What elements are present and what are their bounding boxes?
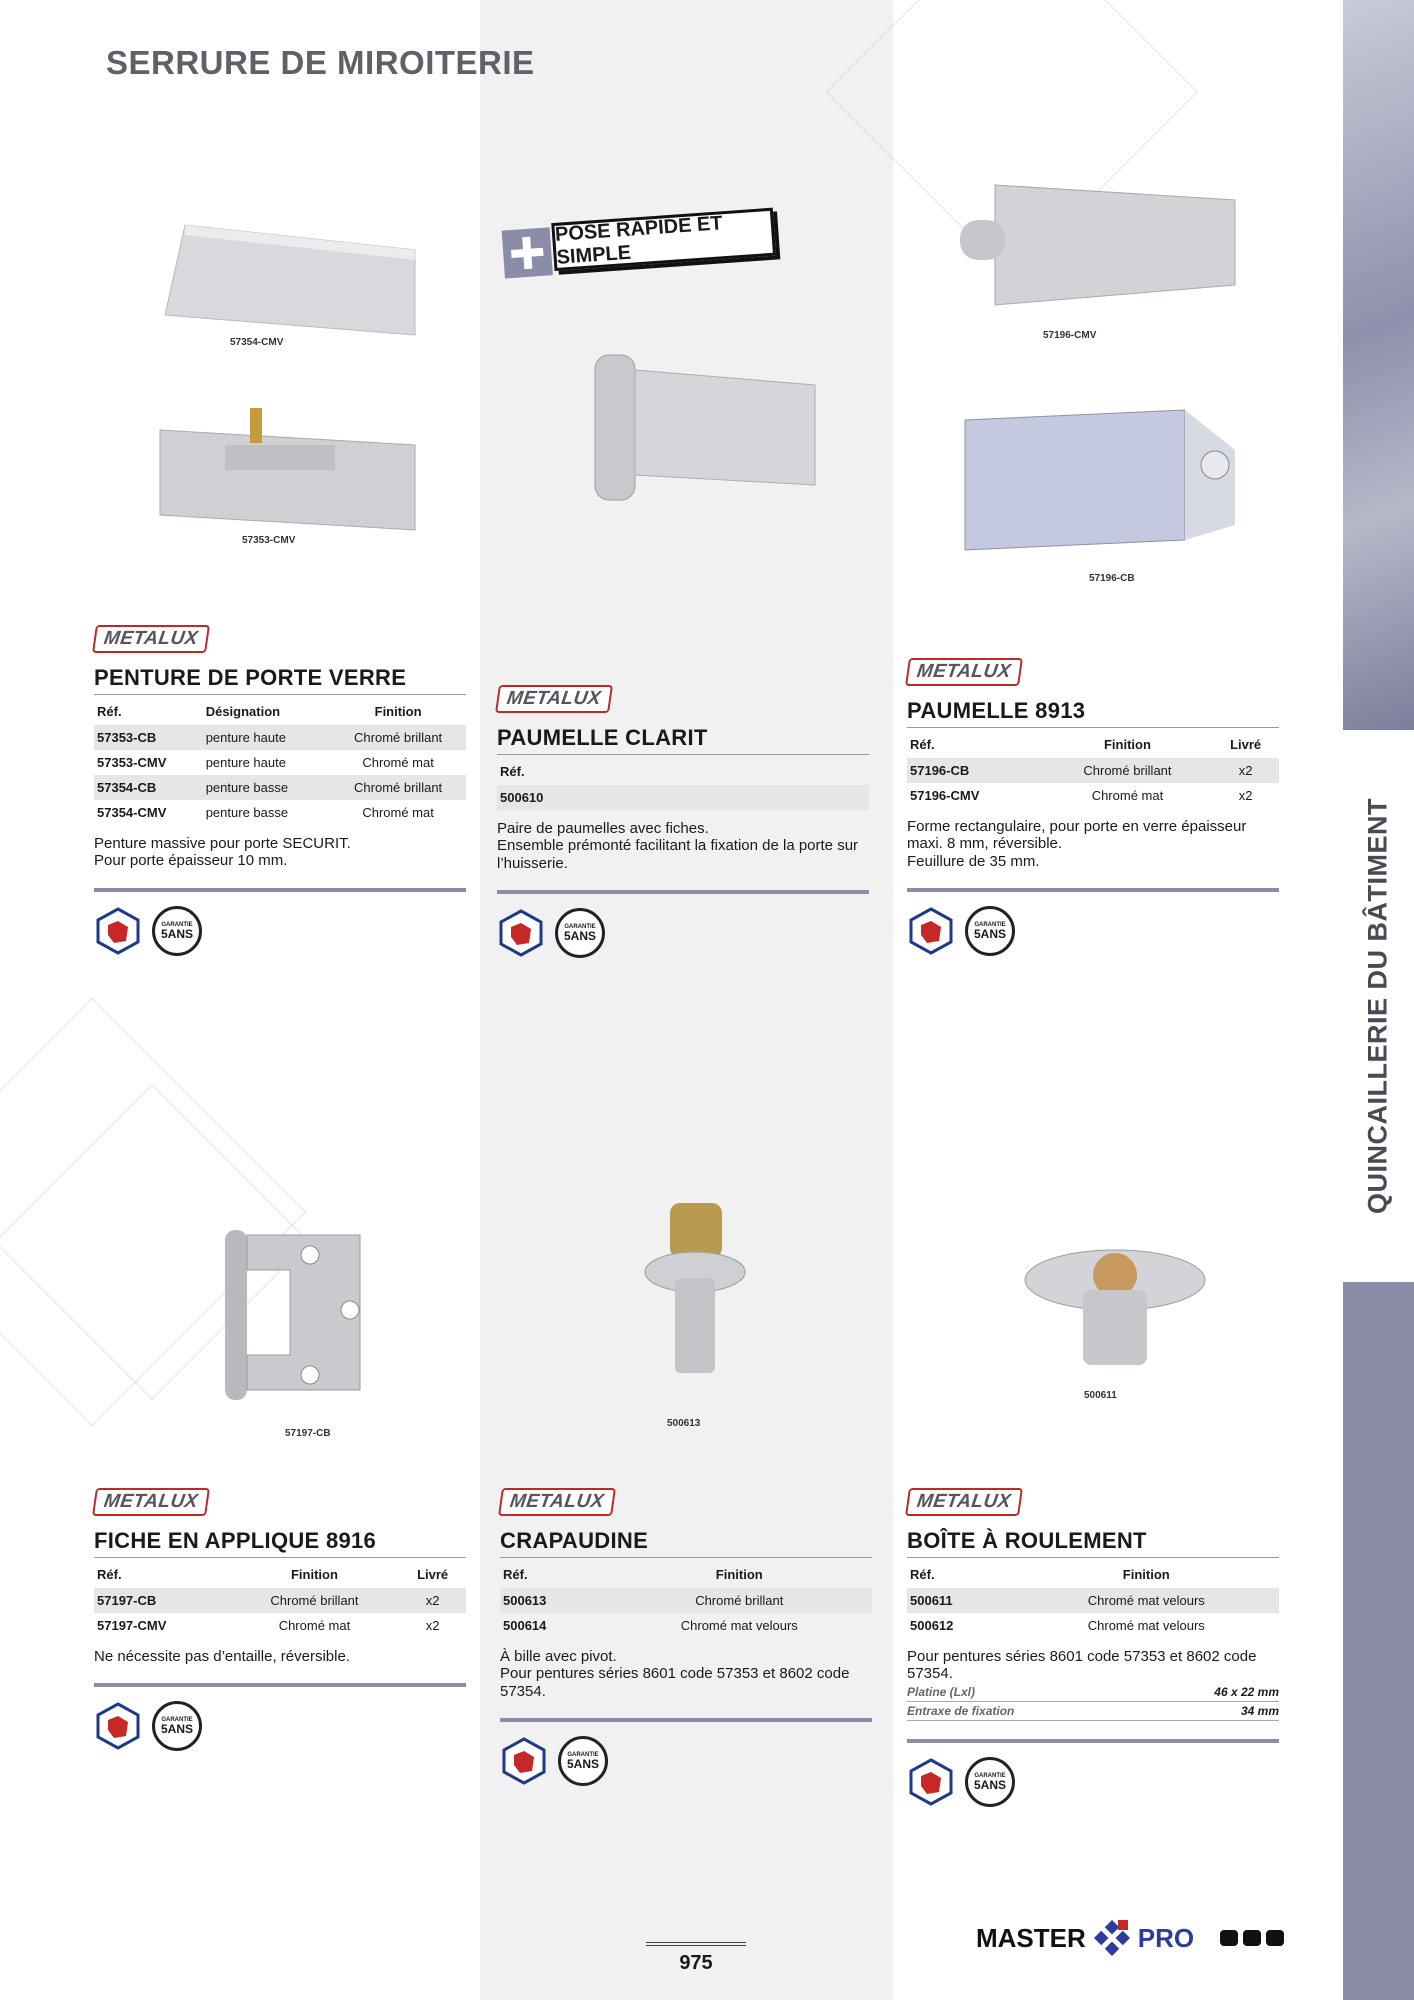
garantie-5-ans-badge [152,906,202,956]
desc-line: Forme rectangulaire, pour porte en verre épaisseur maxi. 8 mm, réversible. [907,818,1247,853]
table-row [94,725,466,750]
caption-500611: 500611 [1084,1390,1117,1401]
badge-garantie-text: GARANTIE [974,921,1006,928]
caption-57353-cmv: 57353-CMV [242,535,296,546]
page-title: SERRURE DE MIROITERIE [106,44,535,81]
garantie-5-ans-badge [965,906,1015,956]
cell: penture basse [205,780,289,795]
divider [94,888,466,892]
panel-fiche-applique-8916 [94,1488,466,1751]
caption-57196-cmv: 57196-CMV [1043,330,1097,341]
france-hexagon-icon [497,909,545,957]
table-row [500,1613,872,1638]
product-image-57353-cmv [155,405,425,535]
desc-line: Feuillure de 35 mm. [907,852,1040,870]
badge-garantie-text: GARANTIE [974,1772,1006,1779]
divider [500,1718,872,1722]
badges [94,906,466,956]
brand-master: MASTER [976,1922,1086,1953]
product-title: FICHE EN APPLIQUE 8916 [94,1528,466,1558]
desc-line: Ensemble prémonté facilitant la fixation de la porte sur l’huisserie. [497,837,859,872]
cell: x2 [425,1618,440,1633]
desc-line: À bille avec pivot. [500,1648,617,1665]
cell: Chromé brillant [354,780,443,795]
col-header: Réf. [910,737,935,752]
spec-value: 46 x 22 mm [1214,1684,1279,1699]
col-header: Livré [1230,737,1262,752]
cell: Chromé brillant [695,1593,784,1608]
divider [497,890,869,894]
product-description [907,818,1279,870]
badge-garantie-text: GARANTIE [161,921,193,928]
product-image-57196-cmv [955,175,1240,315]
cell: Chromé mat [1091,788,1164,803]
desc-line: Pour pentures séries 8601 code 57353 et 8602 code 57354. [500,1665,850,1700]
france-hexagon-icon [94,1702,142,1750]
france-hexagon-icon [94,907,142,955]
cell-ref: 57353-CB [97,730,157,745]
badge-ans-text: 5ANS [563,928,596,943]
cell-ref: 500614 [503,1618,547,1633]
panel-penture-porte-verre [94,625,466,956]
table-row [94,800,466,825]
garantie-5-ans-badge [152,1701,202,1751]
col-header: Désignation [205,704,281,719]
panel-boite-roulement [907,1488,1279,1807]
cell: Chromé mat velours [1087,1593,1205,1608]
spec-row [907,1683,1279,1702]
cell: Chromé mat [362,755,434,770]
product-description [94,835,466,870]
badge-ans-text: 5ANS [160,926,193,941]
page-number: 975 [646,1942,746,1975]
caption-57354-cmv: 57354-CMV [230,337,284,348]
product-description [94,1648,466,1665]
badge-garantie-text: GARANTIE [161,1717,193,1724]
brand-dots-icon [1218,1926,1288,1950]
masterpro-logo [976,1918,1288,1958]
sidebar-top-band [1343,0,1414,730]
product-description [907,1648,1279,1683]
cell-ref: 500611 [910,1593,953,1608]
metalux-logo: METALUX [92,625,210,653]
cell: Chromé mat [362,805,434,820]
cell: Chromé mat [278,1618,351,1633]
france-hexagon-icon [500,1737,548,1785]
product-description [497,820,869,872]
sidebar-bottom-band [1343,1282,1414,2000]
divider [94,1683,466,1687]
col-header: Finition [374,704,422,719]
cell-ref: 57196-CMV [910,788,980,803]
section-label: QUINCAILLERIE DU BÂTIMENT [1362,798,1393,1214]
col-header: Finition [1122,1567,1170,1582]
table-row [497,785,869,810]
metalux-logo: METALUX [905,658,1023,686]
cell: Chromé mat velours [680,1618,798,1633]
product-image-57197-cb [210,1225,370,1405]
cell: Chromé brillant [270,1593,359,1608]
table-row [907,783,1279,808]
badges [497,908,869,958]
col-header: Réf. [500,764,525,779]
divider [907,1739,1279,1743]
product-image-500610 [590,335,820,515]
divider [907,888,1279,892]
col-header: Réf. [97,1567,122,1582]
cell: Chromé mat velours [1087,1618,1205,1633]
cell: Chromé brillant [354,730,443,745]
desc-line: Paire de paumelles avec fiches. [497,820,709,837]
plus-icon [502,227,553,278]
desc-line: Pour porte épaisseur 10 mm. [94,852,288,870]
cell: penture haute [205,730,286,745]
desc-line: Penture massive pour porte SECURIT. [94,835,351,852]
product-image-500613 [630,1200,760,1385]
caption-57196-cb: 57196-CB [1089,573,1135,584]
cell: penture haute [205,755,286,770]
cell-ref: 500610 [500,790,544,805]
badge-ans-text: 5ANS [973,926,1006,941]
france-hexagon-icon [907,1758,955,1806]
cell-ref: 500613 [503,1593,547,1608]
cell-ref: 57196-CB [910,763,970,778]
product-title: CRAPAUDINE [500,1528,872,1558]
product-title: PAUMELLE CLARIT [497,725,869,755]
badges [907,1757,1279,1807]
table-row [907,1613,1279,1638]
panel-paumelle-clarit [497,685,869,958]
product-title: BOÎTE À ROULEMENT [907,1528,1279,1558]
product-table [907,1561,1279,1638]
desc-line: Pour pentures séries 8601 code 57353 et 8602 code 57354. [907,1648,1257,1683]
col-header: Réf. [97,704,122,719]
metalux-logo: METALUX [92,1488,210,1516]
product-image-500611 [1020,1245,1210,1375]
col-header: Finition [1103,737,1151,752]
cell-ref: 57353-CMV [97,755,167,770]
badges [907,906,1279,956]
product-table [907,731,1279,808]
spec-value: 34 mm [1240,1703,1279,1718]
garantie-5-ans-badge [558,1736,608,1786]
badge-garantie-text: GARANTIE [567,1751,599,1758]
banner-text: POSE RAPIDE ET SIMPLE [551,208,776,271]
brand-pro: PRO [1137,1922,1195,1953]
product-image-57196-cb [960,400,1240,565]
cell-ref: 500612 [910,1618,954,1633]
cell: x2 [425,1593,440,1608]
panel-crapaudine [500,1488,872,1786]
caption-57197-cb: 57197-CB [285,1428,331,1439]
product-table [500,1561,872,1638]
col-header: Réf. [503,1567,528,1582]
desc-line: Ne nécessite pas d’entaille, réversible. [94,1648,350,1665]
product-title: PENTURE DE PORTE VERRE [94,665,466,695]
badges [500,1736,872,1786]
table-row [500,1588,872,1613]
product-table [497,758,869,810]
col-header: Finition [715,1567,763,1582]
table-row [94,750,466,775]
cell-ref: 57354-CB [97,780,157,795]
cell: Chromé brillant [1083,763,1172,778]
product-table [94,698,466,825]
cell: x2 [1238,763,1253,778]
metalux-logo: METALUX [495,685,613,713]
cell-ref: 57197-CB [97,1593,157,1608]
badge-ans-text: 5ANS [973,1777,1006,1792]
metalux-logo: METALUX [905,1488,1023,1516]
badge-ans-text: 5ANS [160,1722,193,1737]
badge-garantie-text: GARANTIE [564,923,596,930]
product-table [94,1561,466,1638]
product-description [500,1648,872,1700]
cell: x2 [1238,788,1253,803]
table-row [907,758,1279,783]
caption-500613: 500613 [667,1418,701,1429]
metalux-logo: METALUX [498,1488,616,1516]
garantie-5-ans-badge [555,908,605,958]
badges [94,1701,466,1751]
spec-key: Entraxe de fixation [907,1703,1015,1718]
table-row [94,775,466,800]
spec-row [907,1702,1279,1721]
col-header: Réf. [910,1567,935,1582]
france-hexagon-icon [907,907,955,955]
product-title: PAUMELLE 8913 [907,698,1279,728]
table-row [94,1588,466,1613]
badge-ans-text: 5ANS [566,1756,599,1771]
cell-ref: 57354-CMV [97,805,167,820]
masterpro-star-icon [1092,1918,1132,1958]
col-header: Finition [290,1567,338,1582]
cell-ref: 57197-CMV [97,1618,167,1633]
panel-paumelle-8913 [907,658,1279,956]
table-row [907,1588,1279,1613]
garantie-5-ans-badge [965,1757,1015,1807]
col-header: Livré [417,1567,449,1582]
product-image-57354-cmv [160,220,425,340]
spec-key: Platine (Lxl) [907,1684,976,1699]
cell: penture basse [205,805,289,820]
table-row [94,1613,466,1638]
